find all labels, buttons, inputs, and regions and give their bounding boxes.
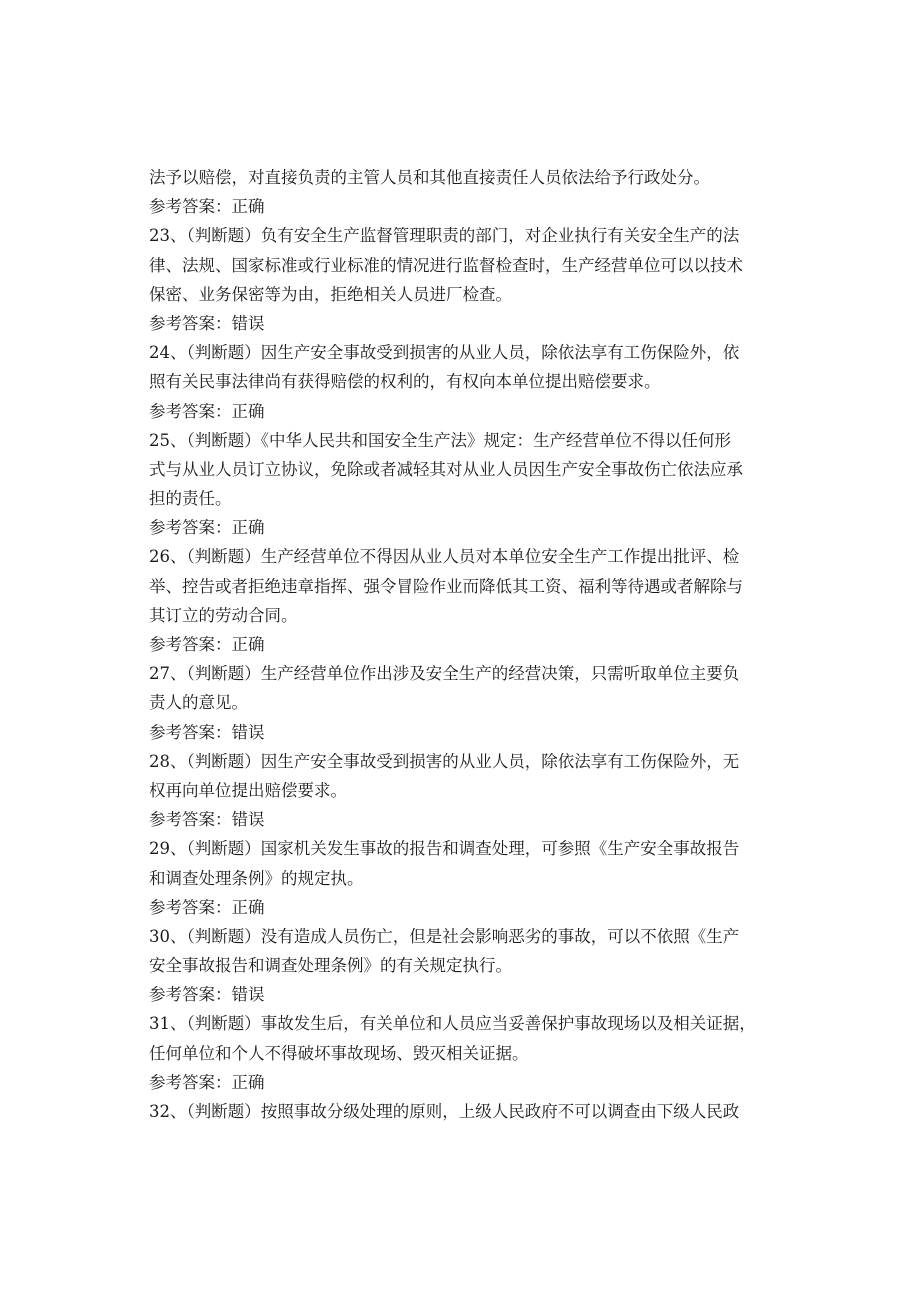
- text-line: 和调查处理条例》的规定执。: [149, 868, 364, 888]
- text-line: 照有关民事法律尚有获得赔偿的权利的，有权向本单位提出赔偿要求。: [149, 372, 661, 392]
- answer-line: 参考答案：错误: [149, 985, 265, 1005]
- answer-line: 参考答案：正确: [149, 635, 265, 654]
- text-line: 权再向单位提出赔偿要求。: [149, 780, 347, 800]
- answer-line: 参考答案：错误: [149, 313, 265, 333]
- text-line: 其订立的劳动合同。: [149, 605, 298, 625]
- text-line: 式与从业人员订立协议，免除或者减轻其对从业人员因生产安全事故伤亡依法应承: [149, 459, 743, 479]
- text-line: 31、（判断题）事故发生后，有关单位和人员应当妥善保护事故现场以及相关证据，: [149, 1014, 756, 1034]
- text-line: 责人的意见。: [149, 693, 248, 713]
- text-line: 28、（判断题）因生产安全事故受到损害的从业人员，除依法享有工伤保险外，无: [149, 751, 740, 771]
- answer-line: 参考答案：错误: [149, 810, 265, 830]
- text-line: 23、（判断题）负有安全生产监督管理职责的部门，对企业执行有关安全生产的法: [149, 226, 740, 246]
- text-line: 法予以赔偿，对直接负责的主管人员和其他直接责任人员依法给予行政处分。: [149, 168, 710, 187]
- answer-line: 参考答案：错误: [149, 722, 265, 742]
- text-line: 保密、业务保密等为由，拒绝相关人员进厂检查。: [149, 284, 512, 304]
- text-line: 29、（判断题）国家机关发生事故的报告和调查处理，可参照《生产安全事故报告: [149, 839, 740, 859]
- text-line: 32、（判断题）按照事故分级处理的原则，上级人民政府不可以调查由下级人民政: [149, 1102, 740, 1121]
- text-line: 举、控告或者拒绝违章指挥、强令冒险作业而降低其工资、福利等待遇或者解除与: [149, 576, 743, 596]
- answer-line: 参考答案：正确: [149, 401, 265, 421]
- text-line: 26、（判断题）生产经营单位不得因从业人员对本单位安全生产工作提出批评、检: [149, 547, 740, 567]
- answer-line: 参考答案：正确: [149, 518, 265, 538]
- text-line: 担的责任。: [149, 489, 232, 509]
- document-body: [149, 163, 779, 1126]
- text-line: 25、（判断题）《中华人民共和国安全生产法》规定：生产经营单位不得以任何形: [149, 430, 731, 450]
- answer-line: 参考答案：正确: [149, 897, 265, 917]
- text-line: 27、（判断题）生产经营单位作出涉及安全生产的经营决策，只需听取单位主要负: [149, 664, 740, 684]
- text-line: 任何单位和个人不得破坏事故现场、毁灭相关证据。: [149, 1043, 529, 1063]
- text-line: 律、法规、国家标准或行业标准的情况进行监督检查时，生产经营单位可以以技术: [149, 255, 743, 275]
- answer-line: 参考答案：正确: [149, 197, 265, 217]
- text-line: 24、（判断题）因生产安全事故受到损害的从业人员，除依法享有工伤保险外，依: [149, 343, 740, 363]
- text-line: 安全事故报告和调查处理条例》的有关规定执行。: [149, 956, 512, 976]
- text-line: 30、（判断题）没有造成人员伤亡，但是社会影响恶劣的事故，可以不依照《生产: [149, 926, 740, 946]
- answer-line: 参考答案：正确: [149, 1072, 265, 1092]
